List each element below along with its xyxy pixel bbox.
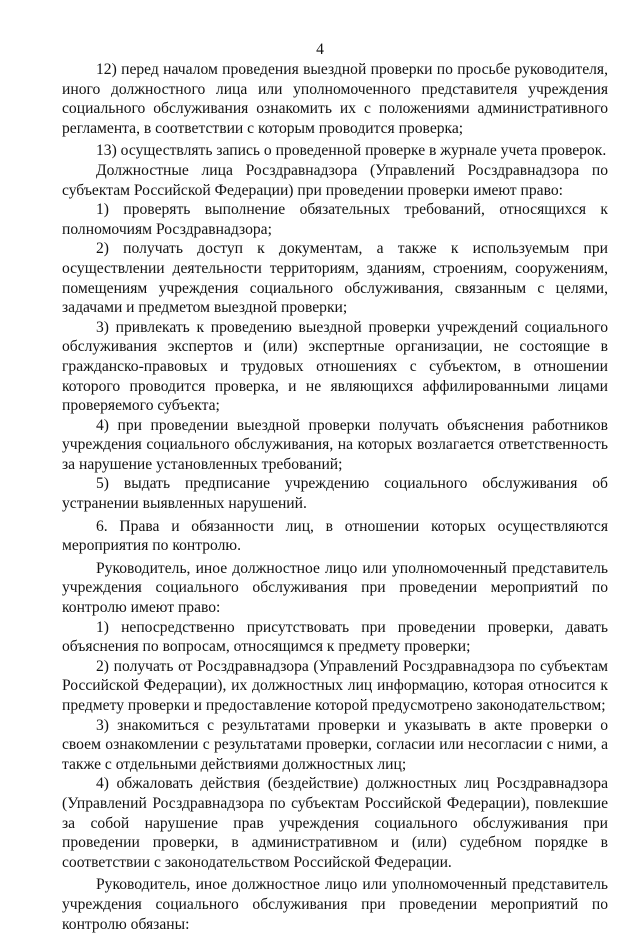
paragraph-organization-right-2: 2) получать от Росздравнадзора (Управлений Росздравнадзора по субъектам Российской Федерации), их должностных лиц информацию, которая относится к предмету проверки и предоставление которой предусмотрено законодательством; <box>62 657 608 714</box>
page-number: 4 <box>316 41 324 58</box>
paragraph-organization-right-1: 1) непосредственно присутствовать при проведении проверки, давать объяснения по вопросам, относящимся к предмету проверки; <box>62 618 608 656</box>
paragraph-inspector-rights-intro: Должностные лица Росздравнадзора (Управлений Росздравнадзора по субъектам Российской Федерации) при проведении проверки имеют право: <box>62 161 608 199</box>
paragraph-inspector-right-3: 3) привлекать к проведению выездной проверки учреждений социального обслуживания экспертов и (или) экспертные организации, не состоящие в гражданско-правовых и трудовых отношениях с субъектом, в отношении которого проводится проверка, и не являющихся аффилированными лицами проверяемого субъекта; <box>62 318 608 415</box>
section-heading-6: 6. Права и обязанности лиц, в отношении которых осуществляются мероприятия по контролю. <box>62 517 608 555</box>
paragraph-inspector-right-1: 1) проверять выполнение обязательных требований, относящихся к полномочиям Росздравнадзора; <box>62 201 608 238</box>
paragraph-inspector-right-4: 4) при проведении выездной проверки получать объяснения работников учреждения социального обслуживания, на которых возлагается ответственность за нарушение установленных требований; <box>62 416 608 473</box>
paragraph-organization-right-4: 4) обжаловать действия (бездействие) должностных лиц Росздравнадзора (Управлений Росздравнадзора по субъектам Российской Федерации), повлекшие за собой нарушение прав учреждения социального обслуживания при проведении проверки, в административном и (или) судебном порядке в соответствии с законодательством Российской Федерации. <box>62 775 608 871</box>
paragraph-organization-rights-intro: Руководитель, иное должностное лицо или уполномоченный представитель учреждения социального обслуживания при проведении мероприятий по контролю имеют право: <box>62 559 608 617</box>
paragraph-inspector-right-5: 5) выдать предписание учреждению социального обслуживания об устранении выявленных нарушений. <box>62 475 608 513</box>
paragraph-organization-duties-intro: Руководитель, иное должностное лицо или уполномоченный представитель учреждения социального обслуживания при проведении мероприятий по контролю обязаны: <box>62 876 608 933</box>
paragraph-organization-right-3: 3) знакомиться с результатами проверки и указывать в акте проверки о своем ознакомлении с результатами проверки, согласии или несогласии с ними, а также с отдельными действиями должностных лиц; <box>62 716 608 773</box>
paragraph-item-13: 13) осуществлять запись о проведенной проверке в журнале учета проверок. <box>96 142 607 160</box>
paragraph-inspector-right-2: 2) получать доступ к документам, а также к используемым при осуществлении деятельности территориям, зданиям, строениям, сооружениям, помещениям учреждения социального обслуживания, связанным с целями, задачами и предметом выездной проверки; <box>62 240 608 317</box>
page-body <box>62 60 608 934</box>
paragraph-item-12: 12) перед началом проведения выездной проверки по просьбе руководителя, иного должностного лица или уполномоченного представителя учреждения социального обслуживания ознакомить их с положениями административного регламента, в соответствии с которым проводится проверка; <box>62 61 608 137</box>
